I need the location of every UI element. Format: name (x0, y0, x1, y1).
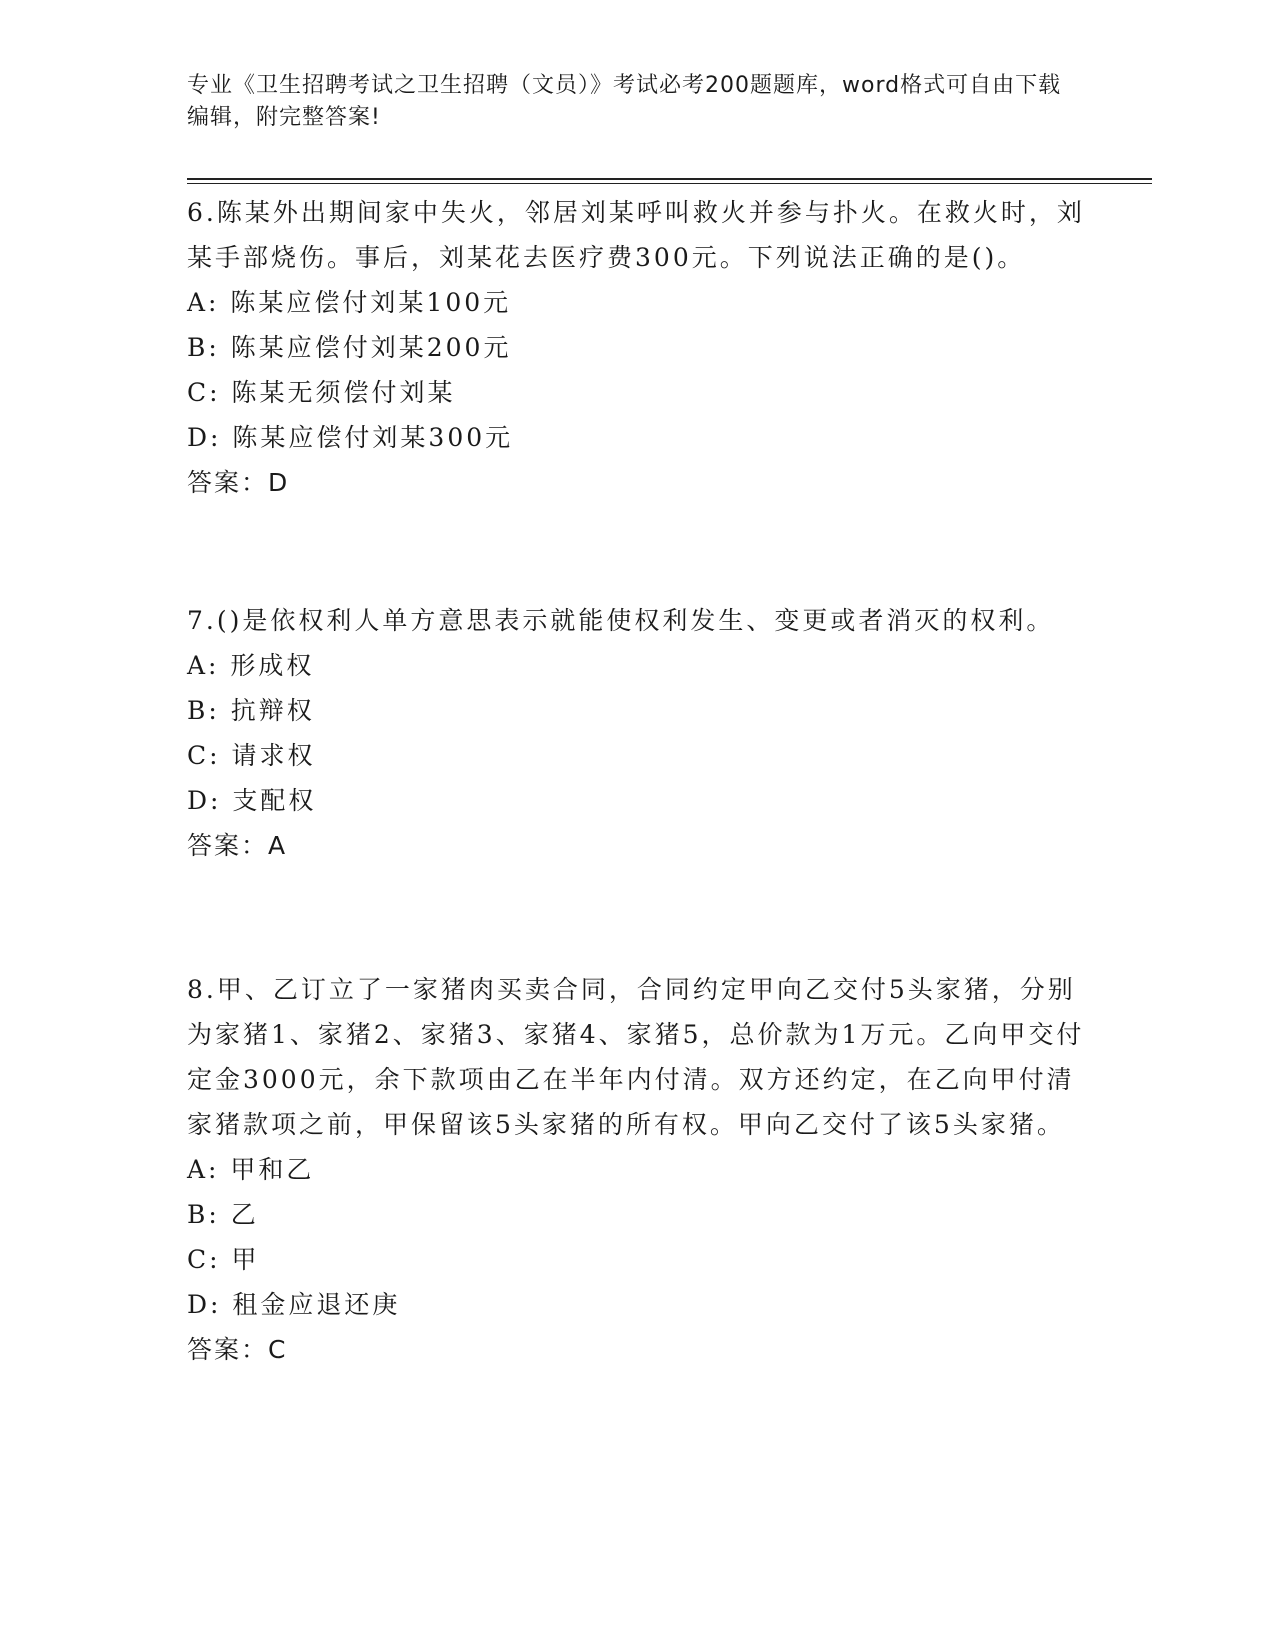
option-a: A: 甲和乙 (187, 1155, 315, 1184)
answer: 答案：A (187, 831, 288, 860)
header-rule-thick (187, 178, 1152, 180)
header-rule-thin (187, 183, 1152, 184)
question-stem: 7.()是依权利人单方意思表示就能使权利发生、变更或者消灭的权利。 (187, 606, 1055, 635)
question-6 (187, 190, 1087, 505)
option-b: B: 抗辩权 (187, 696, 315, 725)
question-8 (187, 967, 1087, 1372)
option-d: D: 支配权 (187, 786, 317, 815)
option-c: C: 请求权 (187, 741, 316, 770)
option-d: D: 租金应退还庚 (187, 1290, 401, 1319)
option-a: A: 陈某应偿付刘某100元 (187, 288, 512, 317)
answer: 答案：C (187, 1335, 288, 1364)
question-stem: 6.陈某外出期间家中失火，邻居刘某呼叫救火并参与扑火。在救火时，刘某手部烧伤。事后，刘某花去医疗费300元。下列说法正确的是()。 (187, 198, 1085, 272)
question-stem: 8.甲、乙订立了一家猪肉买卖合同，合同约定甲向乙交付5头家猪，分别为家猪1、家猪2、家猪3、家猪4、家猪5，总价款为1万元。乙向甲交付定金3000元，余下款项由乙在半年内付清。双方还约定，在乙向甲付清家猪款项之前，甲保留该5头家猪的所有权。甲向乙交付了该5头家猪。 (187, 975, 1085, 1139)
document-header: 专业《卫生招聘考试之卫生招聘（文员）》考试必考200题题库，word格式可自由下载编辑，附完整答案! (187, 73, 1062, 130)
option-c: C: 陈某无须偿付刘某 (187, 378, 456, 407)
option-b: B: 乙 (187, 1200, 259, 1229)
answer: 答案：D (187, 468, 290, 497)
option-b: B: 陈某应偿付刘某200元 (187, 333, 512, 362)
option-d: D: 陈某应偿付刘某300元 (187, 423, 514, 452)
option-c: C: 甲 (187, 1245, 260, 1274)
question-7 (187, 598, 1087, 868)
option-a: A: 形成权 (187, 651, 315, 680)
